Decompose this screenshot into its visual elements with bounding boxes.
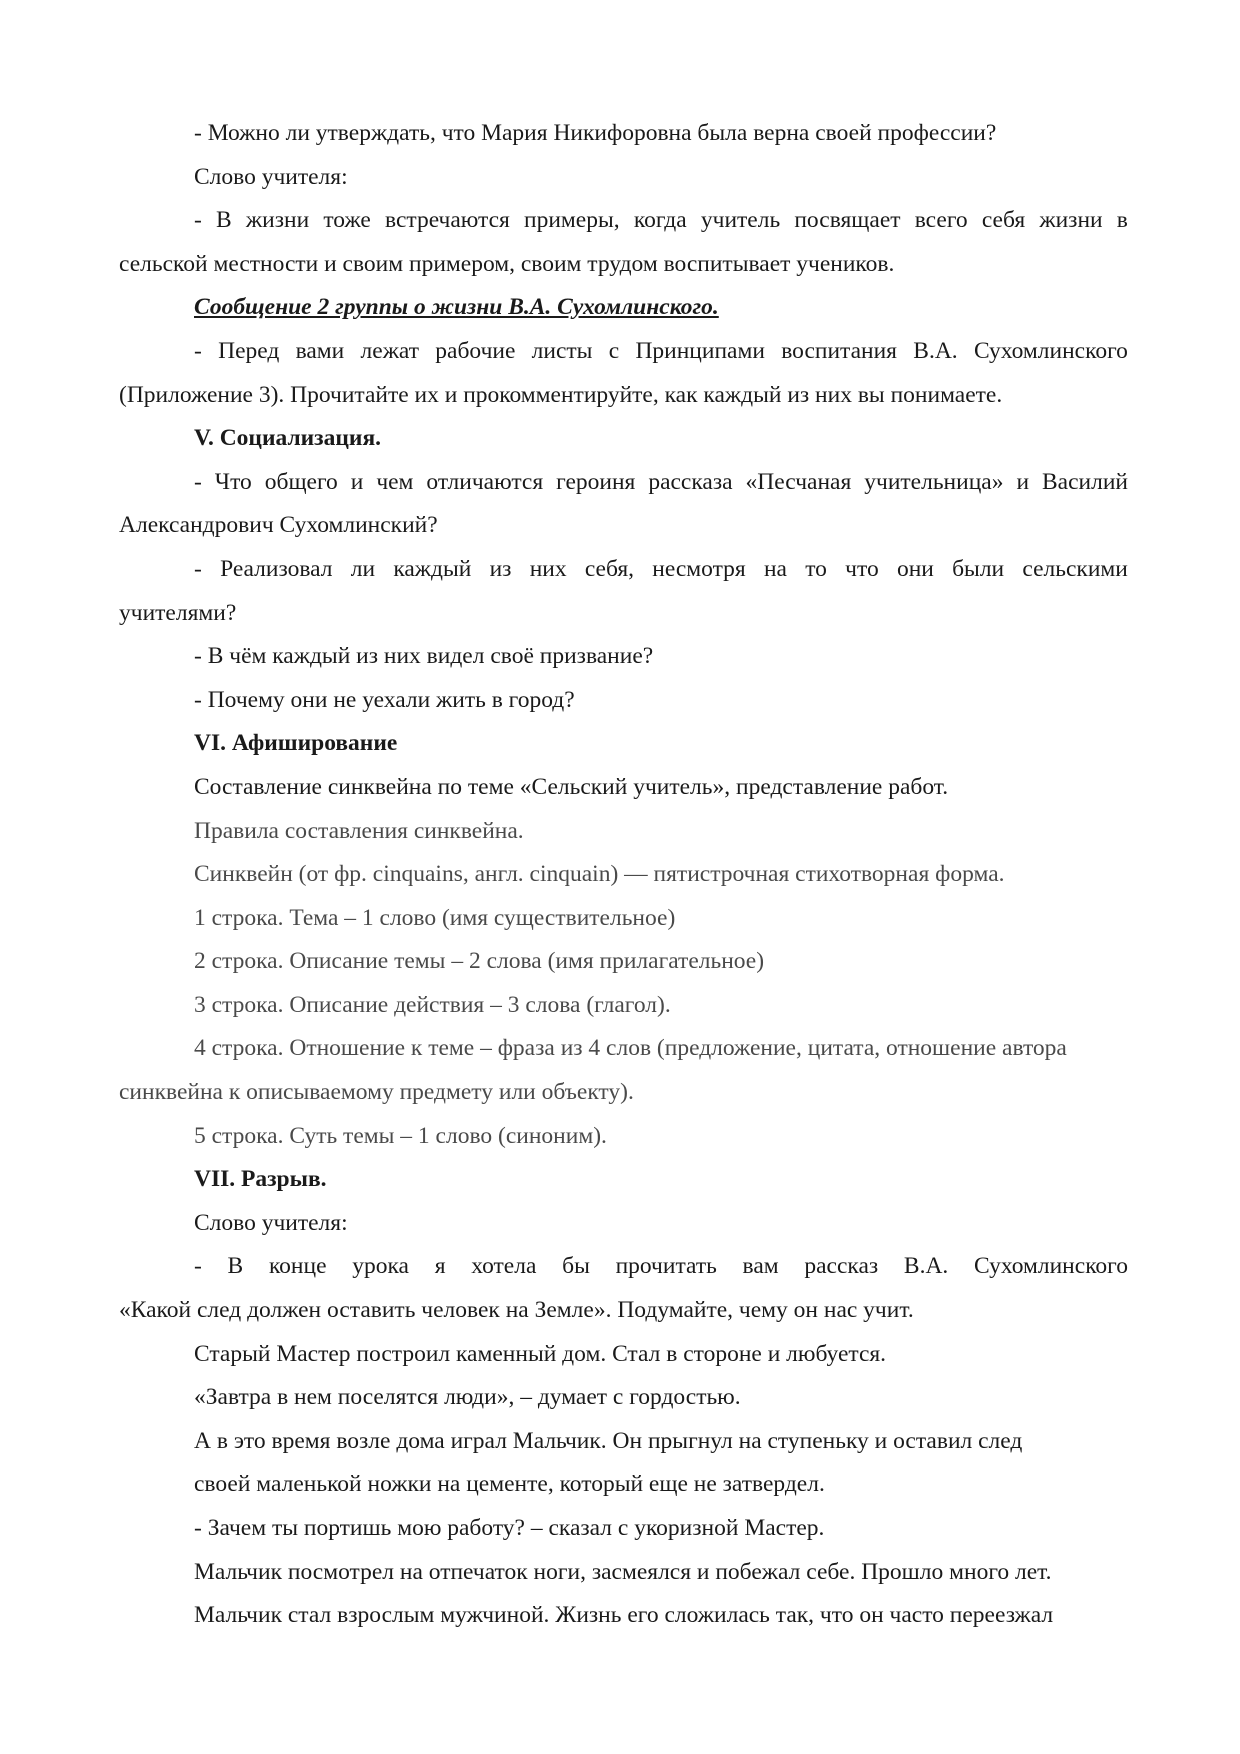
section-heading-break: VII. Разрыв. [194,1166,327,1193]
section-heading-publication: VI. Афиширование [194,730,398,757]
story-line: Старый Мастер построил каменный дом. Стал в стороне и любуется. [194,1340,887,1367]
section-heading-socialization: V. Социализация. [194,425,382,452]
teacher-word-label: Слово учителя: [194,1209,348,1236]
question-line: - Можно ли утверждать, что Мария Никифоровна была верна своей профессии? [194,120,997,146]
paragraph-line: (Приложение 3). Прочитайте их и прокомментируйте, как каждый из них вы понимаете. [119,381,1003,408]
story-line: - Зачем ты портишь мою работу? – сказал с укоризной Мастер. [194,1515,825,1541]
paragraph-line: - В конце урока я хотела бы прочитать вам рассказ В.А. Сухомлинского [194,1253,1128,1280]
question-line: учителями? [119,599,237,626]
cinquain-rule-3: 3 строка. Описание действия – 3 слова (глагол). [194,991,671,1018]
story-line: Мальчик стал взрослым мужчиной. Жизнь его сложилась так, что он часто переезжал [194,1602,1054,1629]
section-heading-message: Сообщение 2 группы о жизни В.А. Сухомлинского. [194,294,719,321]
cinquain-definition: Синквейн (от фр. cinquains, англ. cinquain) — пятистрочная стихотворная форма. [194,861,1005,888]
cinquain-rule-4-continued: синквейна к описываемому предмету или объекту). [119,1079,634,1106]
paragraph-line: «Какой след должен оставить человек на Земле». Подумайте, чему он нас учит. [119,1297,914,1324]
document-body [119,112,1128,1638]
question-line: - Реализовал ли каждый из них себя, несмотря на то что они были сельскими [194,555,1128,582]
cinquain-rule-5: 5 строка. Суть темы – 1 слово (синоним). [194,1122,607,1149]
paragraph-line: сельской местности и своим примером, своим трудом воспитывает учеников. [119,250,895,277]
cinquain-rule-2: 2 строка. Описание темы – 2 слова (имя прилагательное) [194,948,765,975]
paragraph-line: - Перед вами лежат рабочие листы с Принципами воспитания В.А. Сухомлинского [194,337,1128,364]
question-line: - Почему они не уехали жить в город? [194,686,575,713]
story-line: «Завтра в нем поселятся люди», – думает с гордостью. [194,1384,741,1411]
cinquain-rule-1: 1 строка. Тема – 1 слово (имя существительное) [194,904,676,931]
story-line: Мальчик посмотрел на отпечаток ноги, засмеялся и побежал себе. Прошло много лет. [194,1558,1052,1585]
paragraph-line: - В жизни тоже встречаются примеры, когда учитель посвящает всего себя жизни в [194,207,1128,234]
question-line: - Что общего и чем отличаются героиня рассказа «Песчаная учительница» и Василий [194,468,1128,495]
question-line: Александрович Сухомлинский? [119,512,438,539]
story-line: А в это время возле дома играл Мальчик. Он прыгнул на ступеньку и оставил след [194,1427,1023,1454]
cinquain-rules-title: Правила составления синквейна. [194,817,524,844]
teacher-word-label: Слово учителя: [194,163,348,190]
story-line: своей маленькой ножки на цементе, который еще не затвердел. [194,1471,825,1498]
cinquain-rule-4: 4 строка. Отношение к теме – фраза из 4 слов (предложение, цитата, отношение автора [194,1035,1067,1062]
paragraph-line: Составление синквейна по теме «Сельский учитель», представление работ. [194,773,949,800]
question-line: - В чём каждый из них видел своё призвание? [194,643,654,670]
